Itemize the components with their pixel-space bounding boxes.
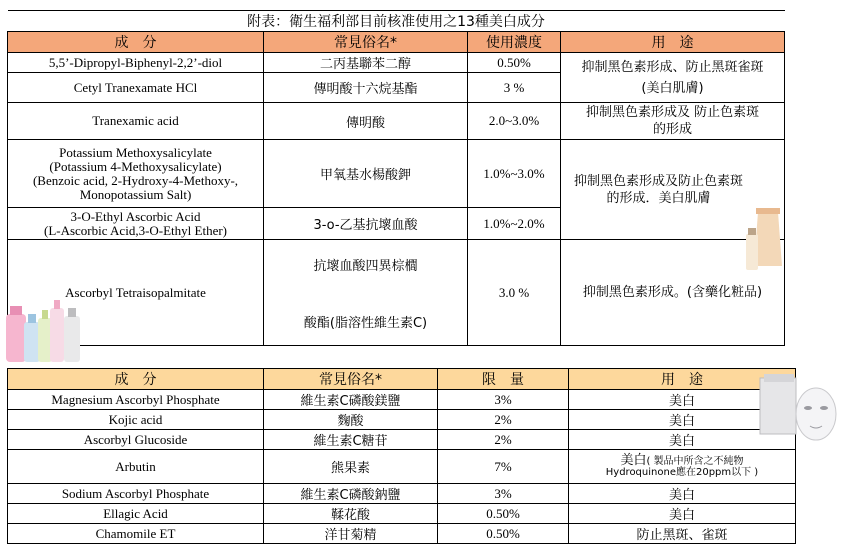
- ingredient-cell: Chamomile ET: [8, 524, 264, 544]
- use-cell: 抑制黑色素形成及 防止色素斑 的形成: [561, 103, 785, 140]
- use-cell: 抑制黑色素形成。(含藥化粧品): [561, 240, 785, 346]
- table-row: [8, 524, 796, 544]
- header-common-name: 常見俗名*: [264, 369, 438, 390]
- header-concentration: 使用濃度: [468, 32, 561, 53]
- concentration-cell: 1.0%~2.0%: [468, 208, 561, 240]
- table-row: [8, 240, 785, 346]
- use-cell: 防止黑斑、雀斑: [569, 524, 796, 544]
- whitening-ingredients-table-2: [7, 368, 796, 544]
- header-ingredient: 成 分: [8, 32, 264, 53]
- concentration-cell: 3.0 %: [468, 240, 561, 346]
- ingredient-cell: Cetyl Tranexamate HCl: [8, 73, 264, 103]
- header-limit: 限 量: [438, 369, 569, 390]
- use-cell: 美白: [569, 390, 796, 410]
- table1-header-row: [8, 32, 785, 53]
- ingredient-cell: Ascorbyl Tetraisopalmitate: [8, 240, 264, 346]
- concentration-cell: 0.50%: [468, 53, 561, 73]
- table1-caption: 附表：衛生福利部目前核准使用之13種美白成分: [8, 11, 785, 32]
- common-name-cell: 傳明酸: [264, 103, 468, 140]
- common-name-cell: 傳明酸十六烷基酯: [264, 73, 468, 103]
- table-row: [8, 450, 796, 484]
- ingredient-cell: Ascorbyl Glucoside: [8, 430, 264, 450]
- header-ingredient: 成 分: [8, 369, 264, 390]
- limit-cell: 7%: [438, 450, 569, 484]
- limit-cell: 2%: [438, 430, 569, 450]
- common-name-cell: 維生素C糖苷: [264, 430, 438, 450]
- ingredient-cell: Kojic acid: [8, 410, 264, 430]
- header-use: 用 途: [569, 369, 796, 390]
- header-common-name: 常見俗名*: [264, 32, 468, 53]
- limit-cell: 0.50%: [438, 524, 569, 544]
- ingredient-cell: Arbutin: [8, 450, 264, 484]
- table-row: [8, 140, 785, 208]
- use-cell: 美白: [569, 484, 796, 504]
- limit-cell: 3%: [438, 390, 569, 410]
- cream-tubes-image: [744, 208, 786, 272]
- limit-cell: 0.50%: [438, 504, 569, 524]
- common-name-cell: 二丙基聯苯二醇: [264, 53, 468, 73]
- use-cell: 美白: [569, 504, 796, 524]
- use-cell: 美白: [569, 430, 796, 450]
- common-name-cell: 甲氧基水楊酸鉀: [264, 140, 468, 208]
- common-name-cell: 3-o-乙基抗壞血酸: [264, 208, 468, 240]
- use-cell: 抑制黑色素形成及防止色素斑 的形成．美白肌膚: [561, 140, 785, 240]
- ingredient-cell: Sodium Ascorbyl Phosphate: [8, 484, 264, 504]
- table1-caption-row: [8, 11, 785, 32]
- table-row: [8, 430, 796, 450]
- ingredient-cell: Magnesium Ascorbyl Phosphate: [8, 390, 264, 410]
- limit-cell: 3%: [438, 484, 569, 504]
- concentration-cell: 1.0%~3.0%: [468, 140, 561, 208]
- ingredient-cell: Tranexamic acid: [8, 103, 264, 140]
- ingredient-cell: Ellagic Acid: [8, 504, 264, 524]
- ingredient-cell: 3-O-Ethyl Ascorbic Acid (L-Ascorbic Acid,3-O-Ethyl Ether): [8, 208, 264, 240]
- face-mask-image: [758, 374, 840, 450]
- limit-cell: 2%: [438, 410, 569, 430]
- common-name-cell: 麴酸: [264, 410, 438, 430]
- common-name-cell: 洋甘菊精: [264, 524, 438, 544]
- ingredient-cell: 5,5’-Dipropyl-Biphenyl-2,2’-diol: [8, 53, 264, 73]
- table-row: [8, 504, 796, 524]
- table-row: [8, 390, 796, 410]
- header-use: 用 途: [561, 32, 785, 53]
- common-name-cell: 熊果素: [264, 450, 438, 484]
- table-row: [8, 53, 785, 73]
- table-row: [8, 484, 796, 504]
- table-row: [8, 410, 796, 430]
- cosmetic-bottles-image: [4, 296, 84, 364]
- table-row: [8, 103, 785, 140]
- use-cell: 美白: [569, 410, 796, 430]
- common-name-cell: 鞣花酸: [264, 504, 438, 524]
- concentration-cell: 2.0~3.0%: [468, 103, 561, 140]
- concentration-cell: 3 %: [468, 73, 561, 103]
- common-name-cell: 維生素C磷酸鎂鹽: [264, 390, 438, 410]
- ingredient-cell: Potassium Methoxysalicylate (Potassium 4-Methoxysalicylate) (Benzoic acid, 2-Hydroxy-4-Methoxy-, Monopotassium Salt): [8, 140, 264, 208]
- common-name-cell: 維生素C磷酸鈉鹽: [264, 484, 438, 504]
- whitening-ingredients-table-1: [7, 10, 785, 346]
- table2-header-row: [8, 369, 796, 390]
- use-cell: 美白( 製品中所含之不純物 Hydroquinone應在20ppm以下 ): [569, 450, 796, 484]
- common-name-cell: 抗壞血酸四異棕櫚 酸酯(脂溶性維生素C): [264, 240, 468, 346]
- use-cell: 抑制黑色素形成、防止黑斑雀斑 (美白肌膚): [561, 53, 785, 103]
